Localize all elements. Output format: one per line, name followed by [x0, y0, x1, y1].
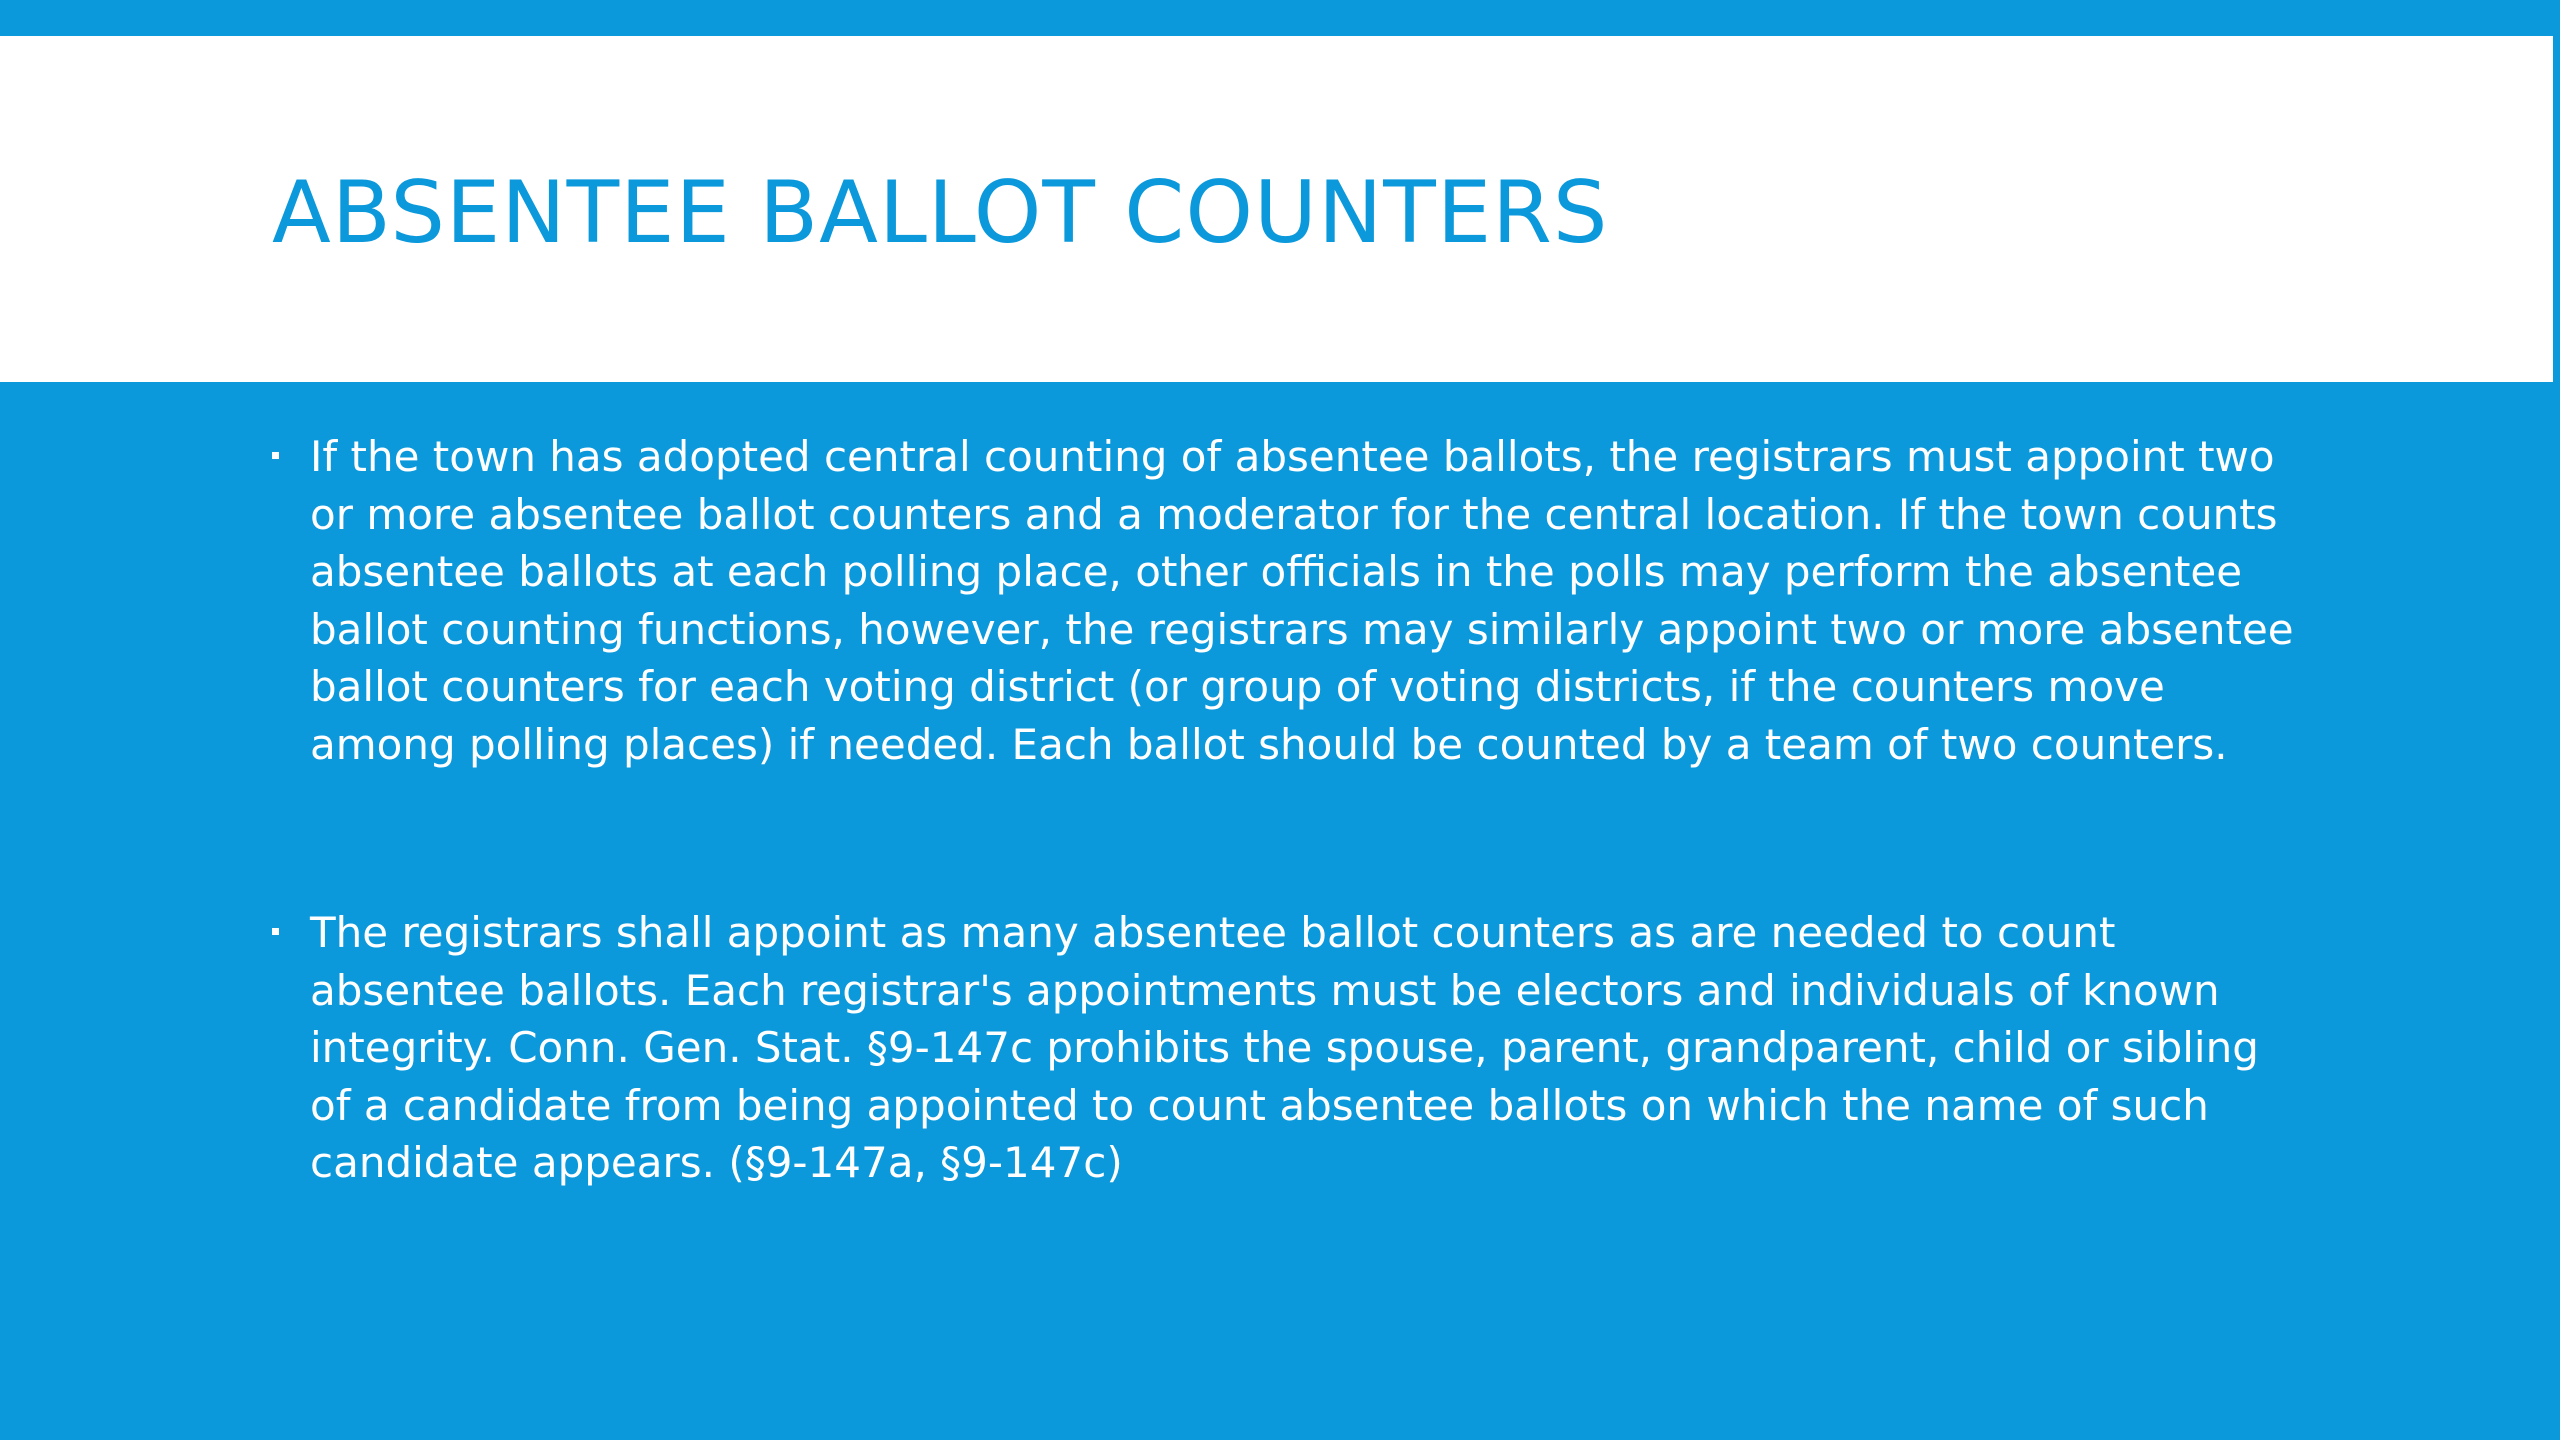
- bullet-square-icon: [272, 928, 279, 935]
- bullet-text: The registrars shall appoint as many absentee ballot counters as are needed to count absentee ballots. Each registrar's appointments must be electors and individuals of known integrity. Conn. Gen. Stat. §9-147c prohibits the spouse, parent, grandparent, child or sibling of a candidate from being appointed to count absentee ballots on which the name of such candidate appears. (§9-147a, §9-147c): [310, 908, 2259, 1187]
- bullet-item-appointments: [272, 904, 2302, 1192]
- bullet-list: [272, 428, 2302, 1192]
- top-accent-band: [0, 0, 2560, 36]
- slide-title: ABSENTEE BALLOT COUNTERS: [272, 163, 1609, 263]
- bullet-text: If the town has adopted central counting of absentee ballots, the registrars must appoint two or more absentee ballot counters and a moderator for the central location. If the town counts absentee ballots at each polling place, other officials in the polls may perform the absentee ballot counting functions, however, the registrars may similarly appoint two or more absentee ballot counters for each voting district (or group of voting districts, if the counters move among polling places) if needed. Each ballot should be counted by a team of two counters.: [310, 432, 2294, 769]
- bullet-item-central-counting: [272, 428, 2302, 773]
- bullet-square-icon: [272, 452, 279, 459]
- right-edge-band: [2553, 36, 2560, 1440]
